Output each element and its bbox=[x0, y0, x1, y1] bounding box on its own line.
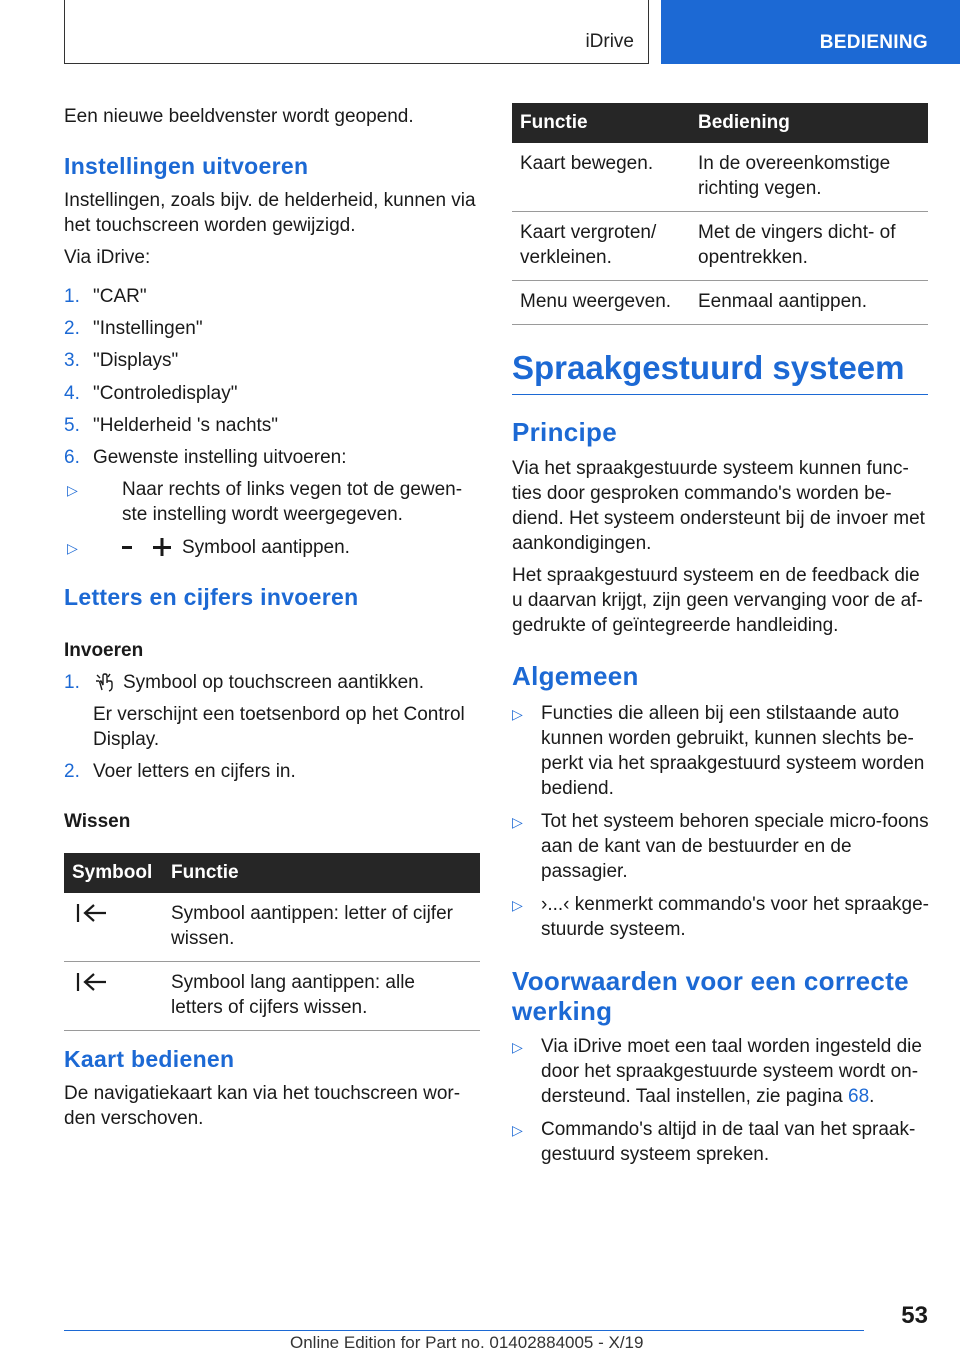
letters-heading: Letters en cijfers invoeren bbox=[64, 584, 359, 610]
table-header-cell: Bediening bbox=[690, 103, 928, 143]
bullet-text: Tot het systeem behoren speciale micro-foons aan de kant van de bestuurder en de passagier. bbox=[541, 811, 929, 882]
backspace-icon bbox=[76, 903, 108, 930]
table-cell: Symbool aantippen: letter of cijfer wissen. bbox=[163, 893, 480, 962]
table-cell: Eenmaal aantippen. bbox=[690, 281, 928, 325]
table-cell: Menu weergeven. bbox=[512, 281, 690, 325]
table-row bbox=[512, 212, 928, 281]
voice-heading-block bbox=[512, 348, 928, 395]
table-cell bbox=[64, 893, 163, 962]
table-cell bbox=[64, 962, 163, 1031]
table-cell: In de overeenkomstige richting vegen. bbox=[690, 143, 928, 212]
header-section-label: iDrive bbox=[585, 31, 634, 52]
step-text: Voer letters en cijfers in. bbox=[93, 761, 296, 782]
table-cell: Kaart vergroten/ verkleinen. bbox=[512, 212, 690, 281]
principle-heading: Principe bbox=[512, 417, 617, 447]
table-header-cell: Functie bbox=[163, 853, 480, 893]
input-step-note: Er verschijnt een toetsenbord op het Control Display. bbox=[93, 704, 465, 750]
principle-text-1: Via het spraakgestuurde systeem kunnen func-ties door gesproken commando's worden be-diend. Het systeem ondersteunt bij de invoer met aankondigingen. bbox=[512, 458, 925, 554]
bullet-text: ›...‹ kenmerkt commando's voor het spraakge-stuurde systeem. bbox=[541, 894, 929, 940]
settings-heading: Instellingen uitvoeren bbox=[64, 153, 309, 179]
step-text: "Helderheid 's nachts" bbox=[93, 415, 279, 436]
sub-bullet-text: Naar rechts of links vegen tot de gewen-ste instelling wordt weergegeven. bbox=[122, 479, 463, 525]
backspace-icon bbox=[76, 972, 108, 999]
step-text: Gewenste instelling uitvoeren: bbox=[93, 447, 347, 468]
principle-text-2: Het spraakgestuurd systeem en de feedback die u daarvan krijgt, zijn geen vervanging voor de af-gedrukte of geïntegreerde handleiding. bbox=[512, 565, 923, 636]
triangle-bullet-icon: ▷ bbox=[512, 1039, 523, 1055]
footer-edition: Online Edition for Part no. 01402884005 - X/19 bbox=[290, 1333, 644, 1352]
bullet-text-part: . bbox=[869, 1086, 875, 1107]
triangle-bullet-icon: ▷ bbox=[512, 897, 523, 913]
table-row bbox=[64, 893, 480, 962]
triangle-bullet-icon: ▷ bbox=[67, 482, 78, 498]
map-table bbox=[512, 103, 928, 325]
table-cell: Kaart bewegen. bbox=[512, 143, 690, 212]
table-header-cell: Symbool bbox=[64, 853, 163, 893]
triangle-bullet-icon: ▷ bbox=[512, 706, 523, 722]
delete-heading: Wissen bbox=[64, 811, 131, 832]
bullet-text-part: Via iDrive moet een taal worden ingesteld die door het spraakgestuurde systeem wordt on-dersteund. Taal instellen, zie pagina bbox=[541, 1036, 922, 1107]
settings-text: Instellingen, zoals bijv. de helderheid, kunnen via het touchscreen worden gewijzigd. bbox=[64, 190, 476, 236]
via-idrive-text: Via iDrive: bbox=[64, 247, 151, 268]
header-section-box bbox=[64, 0, 649, 64]
step-text: "Displays" bbox=[93, 350, 179, 371]
input-heading: Invoeren bbox=[64, 640, 144, 661]
step-number: 1. bbox=[64, 286, 80, 307]
voice-heading: Spraakgestuurd systeem bbox=[512, 349, 905, 386]
bullet-text: Commando's altijd in de taal van het spraak-gestuurd systeem spreken. bbox=[541, 1119, 916, 1165]
table-header-cell: Functie bbox=[512, 103, 690, 143]
intro-text: Een nieuwe beeldvenster wordt geopend. bbox=[64, 106, 414, 127]
step-number: 6. bbox=[64, 447, 80, 468]
keyboard-touch-icon bbox=[95, 672, 117, 699]
header-chapter-label: BEDIENING bbox=[819, 32, 928, 53]
page-number: 53 bbox=[901, 1302, 928, 1329]
delete-table bbox=[64, 853, 480, 1031]
step-text: "Instellingen" bbox=[93, 318, 203, 339]
minus-plus-icon bbox=[122, 535, 172, 567]
bullet-text bbox=[541, 1034, 936, 1109]
step-text: Symbool op touchscreen aantikken. bbox=[123, 672, 425, 693]
triangle-bullet-icon: ▷ bbox=[512, 814, 523, 830]
table-cell: Symbool lang aantippen: alle letters of cijfers wissen. bbox=[163, 962, 480, 1031]
table-row bbox=[64, 962, 480, 1031]
step-number: 2. bbox=[64, 318, 80, 339]
step-number: 1. bbox=[64, 672, 80, 693]
step-number: 5. bbox=[64, 415, 80, 436]
map-text: De navigatiekaart kan via het touchscreen wor-den verschoven. bbox=[64, 1083, 461, 1129]
step-number: 2. bbox=[64, 761, 80, 782]
triangle-bullet-icon: ▷ bbox=[67, 540, 78, 556]
page-link[interactable]: 68 bbox=[848, 1086, 870, 1107]
bullet-text: Functies die alleen bij een stilstaande auto kunnen worden gebruikt, kunnen slechts be-perkt via het spraakgestuurd systeem worden bediend. bbox=[541, 703, 925, 799]
sub-bullet-text: Symbool aantippen. bbox=[182, 537, 350, 558]
header-chapter-tab bbox=[661, 0, 960, 64]
step-text: "CAR" bbox=[93, 286, 147, 307]
map-heading: Kaart bedienen bbox=[64, 1046, 235, 1072]
step-number: 4. bbox=[64, 383, 80, 404]
step-text: "Controledisplay" bbox=[93, 383, 238, 404]
general-heading: Algemeen bbox=[512, 661, 639, 691]
footer-divider bbox=[64, 1330, 864, 1331]
table-row bbox=[512, 281, 928, 325]
table-row bbox=[512, 143, 928, 212]
step-number: 3. bbox=[64, 350, 80, 371]
table-cell: Met de vingers dicht- of opentrekken. bbox=[690, 212, 928, 281]
triangle-bullet-icon: ▷ bbox=[512, 1122, 523, 1138]
conditions-heading: Voorwaarden voor een correcte werking bbox=[512, 966, 909, 1026]
